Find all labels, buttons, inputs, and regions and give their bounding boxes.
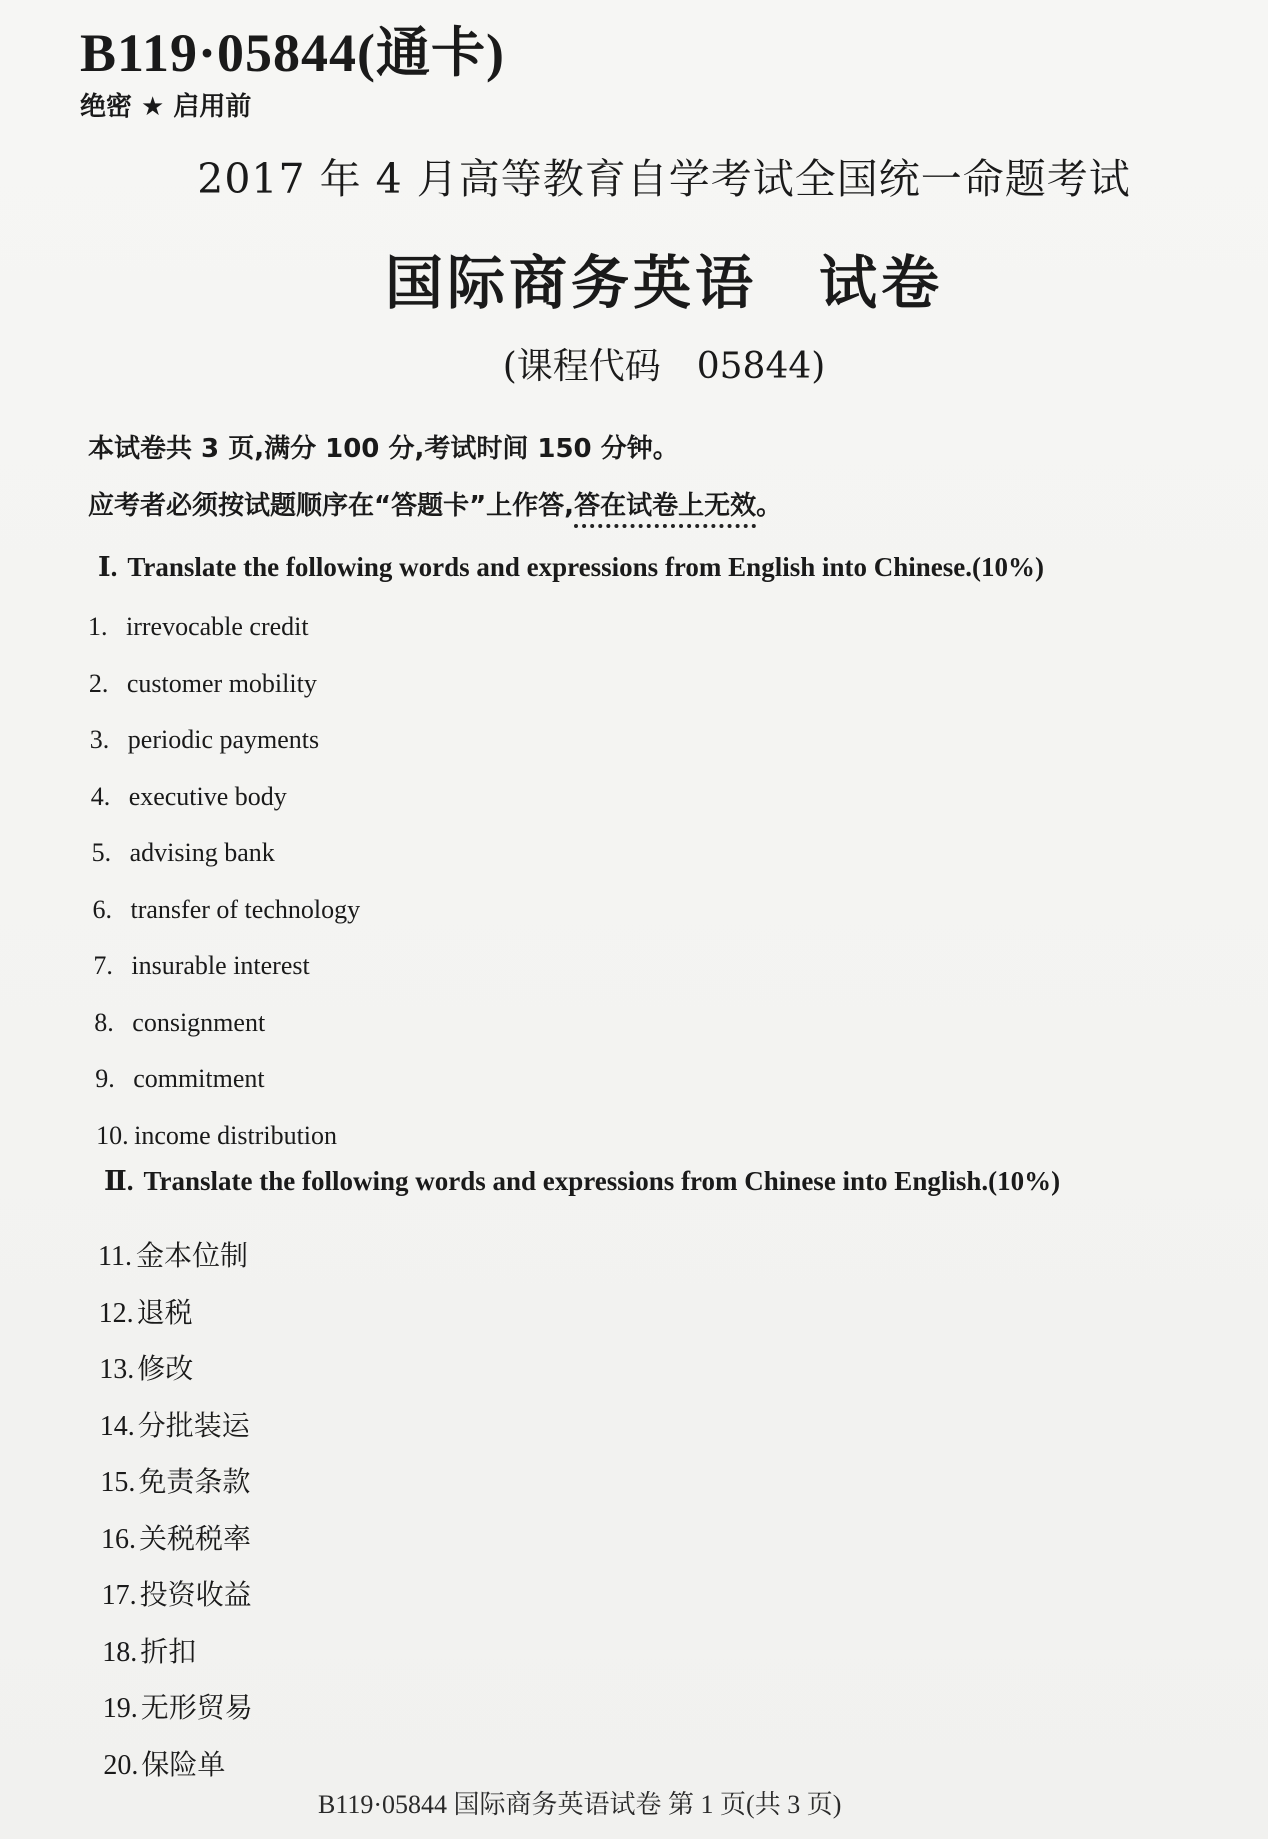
question-number: 19.: [102, 1693, 138, 1724]
question-text: executive body: [128, 781, 287, 811]
question-item: [91, 782, 287, 812]
question-item: [99, 1291, 193, 1331]
question-text: advising bank: [129, 838, 275, 867]
section-1-title: Translate the following words and expressions from English into Chinese.(10%): [127, 552, 1044, 582]
instruction-emphasis: 答在试卷上无效: [574, 491, 757, 521]
question-text: commitment: [133, 1064, 265, 1093]
instruction-line-2: [88, 485, 782, 522]
question-text: periodic payments: [127, 725, 320, 754]
question-number: 6.: [92, 894, 112, 924]
secrecy-label: 绝密 ★ 启用前: [80, 92, 252, 122]
question-number: 10.: [96, 1120, 129, 1150]
question-text: 折扣: [140, 1636, 197, 1668]
question-text: irrevocable credit: [126, 612, 309, 641]
question-number: 11.: [98, 1241, 132, 1272]
section-2-heading: [104, 1166, 1060, 1197]
question-item: [101, 1517, 251, 1557]
question-text: 无形贸易: [140, 1693, 253, 1724]
question-item: [93, 951, 309, 981]
question-item: [95, 1064, 264, 1094]
instruction-line-1: 本试卷共 3 页,满分 100 分,考试时间 150 分钟。: [88, 434, 679, 464]
question-number: 2.: [88, 668, 109, 698]
section-2-title: Translate the following words and expressions from Chinese into English.(10%): [143, 1166, 1061, 1196]
question-item: [89, 669, 317, 699]
question-text: 投资收益: [139, 1580, 252, 1611]
question-item: [103, 1686, 253, 1726]
question-item: [98, 1234, 248, 1274]
question-number: 4.: [90, 781, 111, 811]
question-text: 修改: [137, 1354, 194, 1385]
question-text: transfer of technology: [130, 894, 361, 924]
question-number: 9.: [95, 1064, 115, 1093]
question-number: 20.: [103, 1749, 139, 1781]
question-number: 13.: [99, 1354, 135, 1385]
question-item: [90, 725, 319, 755]
section-2-number: Ⅱ.: [104, 1166, 134, 1196]
question-item: [99, 1347, 193, 1387]
question-text: insurable interest: [131, 951, 310, 980]
question-item: [102, 1573, 252, 1613]
paper-code: B119·05844(通卡): [80, 23, 506, 83]
question-number: 1.: [88, 612, 108, 641]
question-item: [103, 1743, 225, 1783]
section-1-number: Ⅰ.: [98, 552, 118, 582]
question-item: [102, 1630, 196, 1670]
question-text: 保险单: [141, 1749, 226, 1781]
question-number: 16.: [101, 1523, 136, 1555]
question-number: 8.: [94, 1007, 114, 1037]
question-text: 免责条款: [138, 1467, 251, 1498]
question-item: [100, 1460, 250, 1500]
course-code: (课程代码 05844): [502, 346, 826, 387]
page-footer: B119·05844 国际商务英语试卷 第 1 页(共 3 页): [318, 1790, 842, 1819]
question-number: 14.: [99, 1410, 135, 1442]
question-item: [92, 838, 275, 868]
instruction-line-2-prefix: 应考者必须按试题顺序在“答题卡”上作答,: [88, 491, 575, 521]
instruction-line-2-suffix: 。: [756, 491, 783, 521]
question-number: 18.: [102, 1636, 138, 1668]
question-number: 17.: [101, 1580, 137, 1611]
question-text: customer mobility: [126, 668, 317, 698]
question-number: 15.: [100, 1467, 136, 1498]
question-number: 12.: [98, 1297, 134, 1329]
question-text: 分批装运: [137, 1410, 250, 1442]
question-item: [96, 1121, 337, 1151]
question-text: consignment: [132, 1007, 266, 1037]
question-number: 7.: [93, 951, 113, 980]
subject-title: 国际商务英语 试卷: [384, 249, 943, 317]
question-text: income distribution: [134, 1120, 338, 1150]
exam-title: 2017 年 4 月高等教育自学考试全国统一命题考试: [197, 155, 1131, 203]
section-1-heading: [98, 552, 1044, 583]
question-text: 金本位制: [136, 1241, 249, 1272]
question-item: [100, 1404, 250, 1444]
question-text: 退税: [136, 1297, 193, 1329]
question-item: [88, 612, 309, 642]
question-item: [94, 1008, 265, 1038]
question-number: 3.: [89, 725, 110, 754]
question-text: 关税税率: [139, 1523, 252, 1555]
question-number: 5.: [91, 838, 112, 867]
question-item: [93, 895, 361, 925]
